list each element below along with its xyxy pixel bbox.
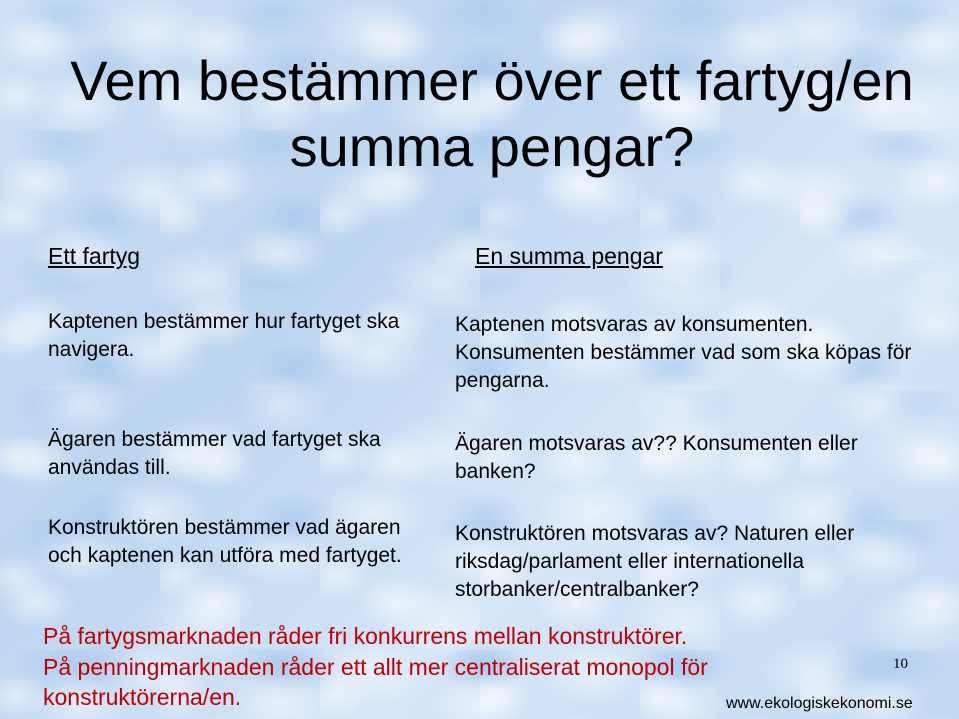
right-paragraph-designer: Konstruktören motsvaras av? Naturen eller riksdag/parlament eller internationella storbanker/centralbanker? bbox=[455, 522, 855, 601]
right-paragraph-captain: Kaptenen motsvaras av konsumenten. Konsumenten bestämmer vad som ska köpas för pengarna. bbox=[455, 313, 912, 392]
left-paragraph-designer: Konstruktören bestämmer vad ägaren och kaptenen kan utföra med fartyget. bbox=[48, 516, 402, 567]
left-paragraph-captain: Kaptenen bestämmer hur fartyget ska navigera. bbox=[48, 310, 400, 361]
slide-title: Vem bestämmer över ett fartyg/en summa pengar? bbox=[70, 49, 914, 178]
page-number: 10 bbox=[893, 656, 908, 672]
heading-en-summa-pengar: En summa pengar bbox=[475, 243, 663, 269]
website-url: www.ekologiskekonomi.se bbox=[726, 695, 913, 712]
conclusion-money-market: På penningmarknaden råder ett allt mer centraliserat monopol för konstruktörerna/en. bbox=[43, 654, 708, 710]
heading-ett-fartyg: Ett fartyg bbox=[48, 243, 141, 269]
left-paragraph-owner: Ägaren bestämmer vad fartyget ska användas till. bbox=[48, 428, 381, 479]
right-paragraph-owner: Ägaren motsvaras av?? Konsumenten eller banken? bbox=[455, 432, 858, 483]
conclusion-ship-market: På fartygsmarknaden råder fri konkurrens mellan konstruktörer. bbox=[43, 623, 688, 649]
